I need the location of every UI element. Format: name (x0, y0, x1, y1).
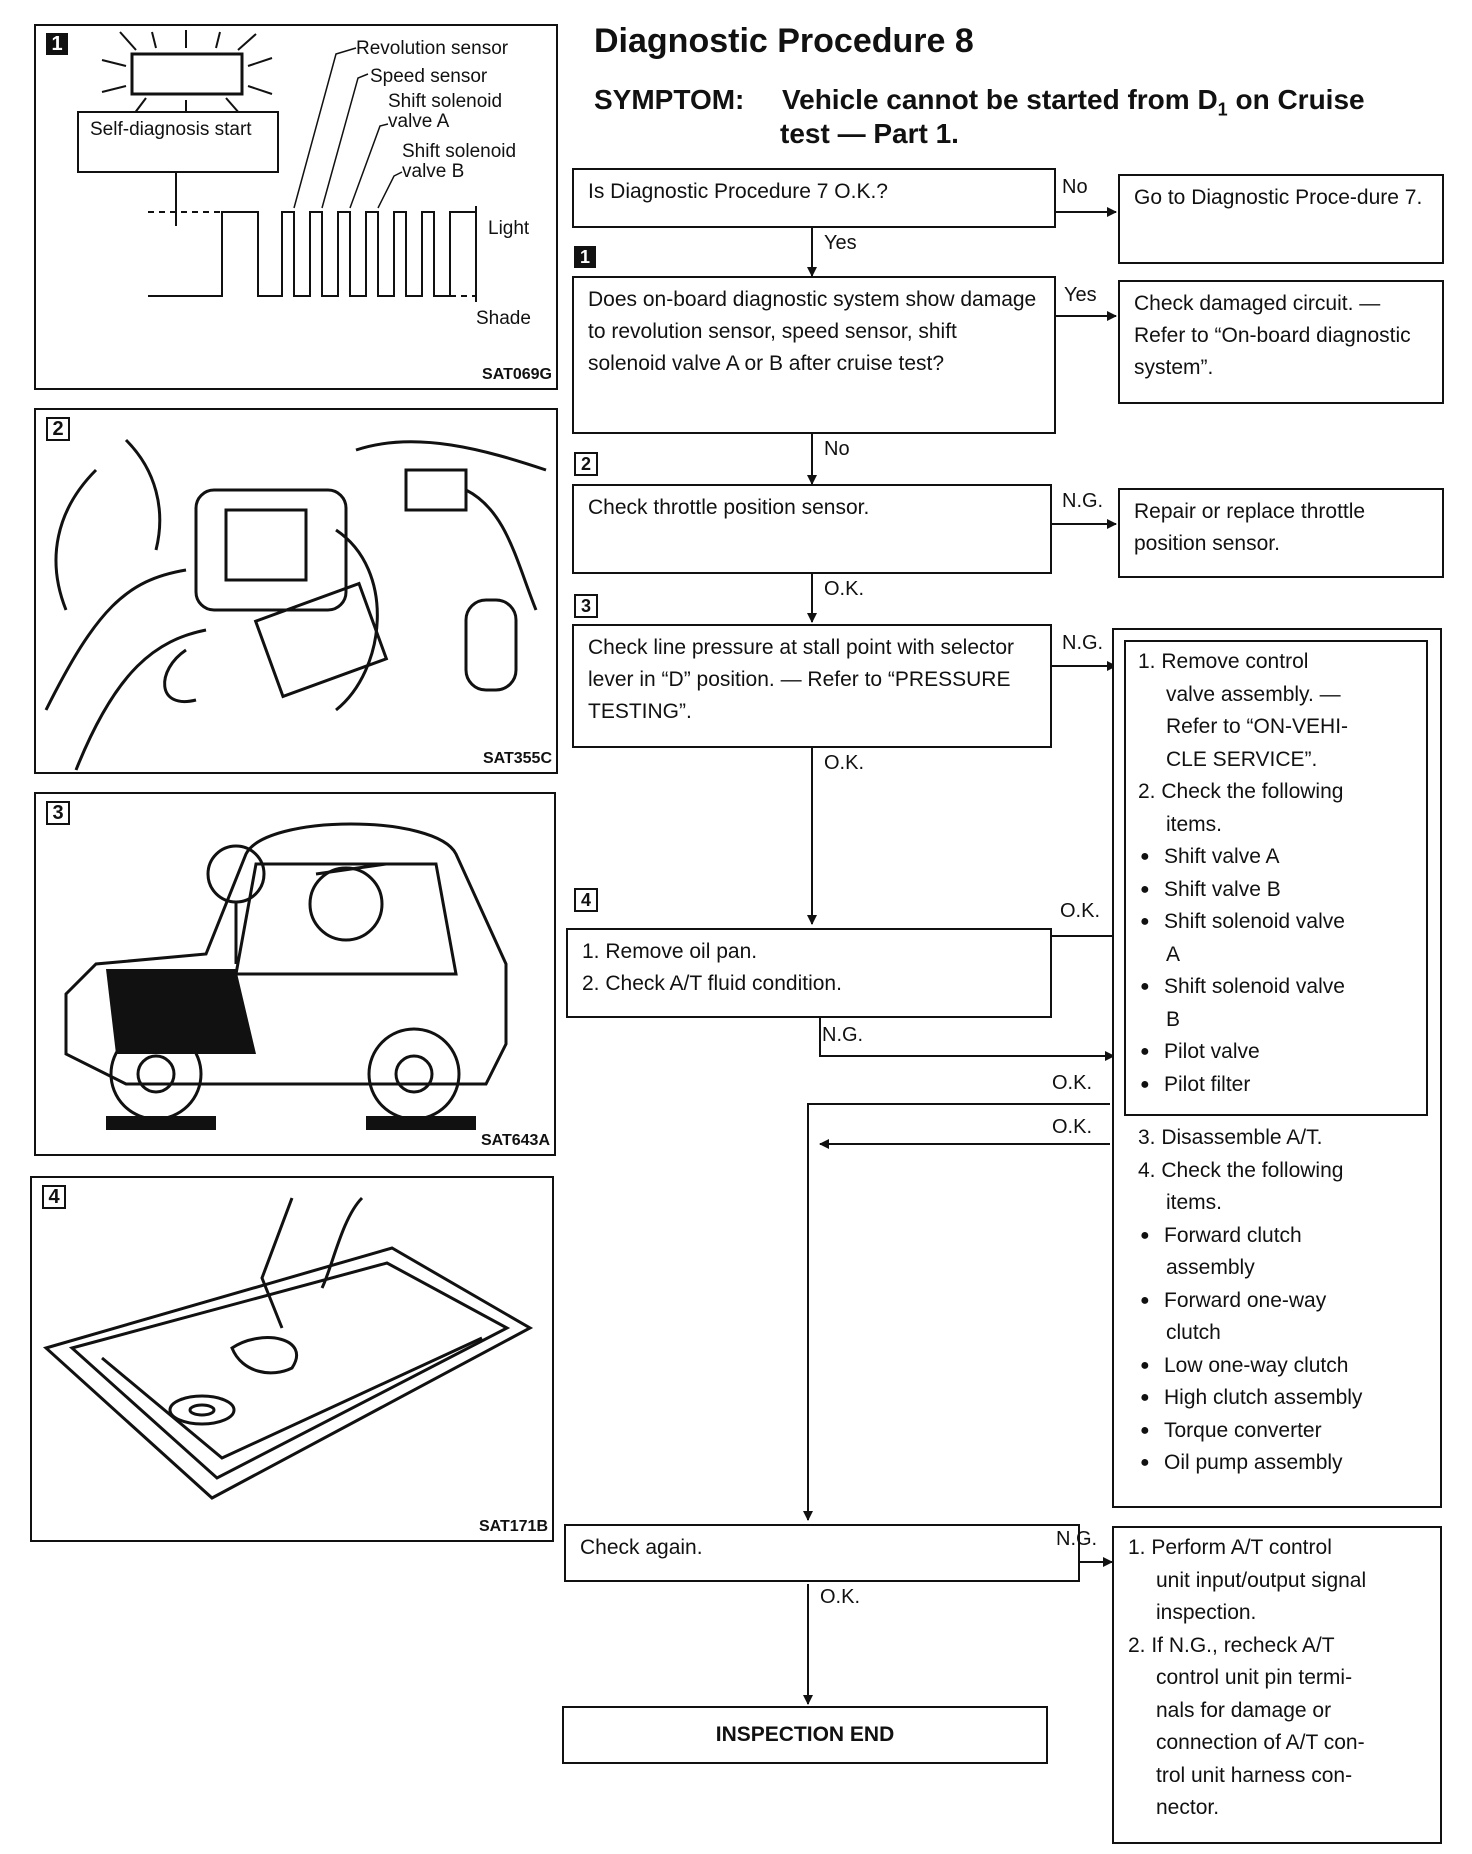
bullet-item: ● Forward one-way (1138, 1285, 1428, 1318)
step-4-line-2: 2. Check A/T fluid condition. (582, 972, 842, 995)
ng-label: N.G. (822, 1024, 864, 1046)
ok-label: O.K. (824, 752, 865, 774)
list-item: 3. Disassemble A/T. (1138, 1126, 1323, 1149)
bullet-item: ● Pilot valve (1138, 1036, 1414, 1069)
check-throttle-sensor: Check throttle position sensor. (572, 484, 1052, 574)
bullet-item: ● High clutch assembly (1138, 1382, 1428, 1415)
figure-number: 1 (46, 33, 68, 55)
self-diagnosis-start-label: Self-diagnosis start (90, 119, 252, 140)
yes-label: Yes (824, 232, 857, 254)
figure-number: 4 (42, 1185, 66, 1209)
bullet-item: ● Forward clutch (1138, 1220, 1428, 1253)
no-label: No (824, 438, 850, 460)
ng-label: N.G. (1056, 1528, 1098, 1550)
figure-code: SAT643A (480, 1132, 550, 1149)
list-item: 2. If N.G., recheck A/T (1128, 1633, 1335, 1657)
light-label: Light (488, 218, 530, 239)
speed-sensor-label: Speed sensor (370, 66, 488, 87)
symptom-label: SYMPTOM: (594, 84, 745, 115)
ok-label: O.K. (1052, 1072, 1093, 1094)
signal-inspection-list (1128, 1532, 1426, 1825)
question-procedure-7: Is Diagnostic Procedure 7 O.K.? (572, 168, 1056, 228)
symptom-text-tail: on Cruise (1227, 84, 1365, 115)
shift-solenoid-a-label: Shift solenoid valve A (388, 91, 503, 132)
list-item: nals for damage or (1156, 1698, 1332, 1722)
bullet-item: ● Shift valve A (1138, 841, 1414, 874)
remove-oil-pan-box (566, 928, 1052, 1018)
list-item: B (1166, 1007, 1181, 1031)
list-item: connection of A/T con- (1156, 1731, 1365, 1754)
list-item: CLE SERVICE”. (1166, 747, 1318, 771)
list-item: 1. Remove control (1138, 650, 1309, 673)
shade-label: Shade (476, 308, 531, 329)
figure-number: 2 (46, 417, 70, 441)
list-item: 2. Check the following (1138, 780, 1344, 803)
ok-label: O.K. (1052, 1116, 1093, 1138)
perform-signal-inspection (1112, 1526, 1442, 1844)
list-item: items. (1166, 812, 1223, 836)
figure-number: 3 (46, 801, 70, 825)
bullet-item: ● Oil pump assembly (1138, 1447, 1428, 1480)
repair-inner-list (1138, 646, 1414, 1101)
bullet-item: ● Shift solenoid valve (1138, 971, 1414, 1004)
figure-code: SAT171B (478, 1518, 548, 1535)
step-4-line-1: 1. Remove oil pan. (582, 940, 758, 963)
step-2-marker: 2 (574, 452, 598, 476)
list-item: unit input/output signal (1156, 1568, 1367, 1592)
repair-throttle-sensor: Repair or replace throttle position sensor. (1118, 488, 1444, 578)
bullet-item: ● Shift valve B (1138, 874, 1414, 907)
check-damaged-circuit: Check damaged circuit. — Refer to “On-board diagnostic system”. (1118, 280, 1444, 404)
step-3-marker: 3 (574, 594, 598, 618)
symptom-text-line2: test — Part 1. (780, 118, 959, 149)
figure-code: SAT069G (482, 366, 552, 383)
repair-outer-list (1138, 1122, 1428, 1480)
bullet-item: ● Pilot filter (1138, 1069, 1414, 1102)
ok-label: O.K. (1060, 900, 1101, 922)
revolution-sensor-label: Revolution sensor (356, 38, 509, 59)
list-item: items. (1166, 1191, 1223, 1214)
yes-label: Yes (1064, 284, 1097, 306)
question-onboard-diagnostic: Does on-board diagnostic system show damage to revolution sensor, speed sensor, shift solenoid valve A or B after cruise test? (572, 276, 1056, 434)
step-1-marker: 1 (574, 246, 596, 268)
list-item: inspection. (1156, 1601, 1257, 1624)
list-item: trol unit harness con- (1156, 1763, 1353, 1787)
figure-code: SAT355C (482, 750, 552, 767)
check-line-pressure: Check line pressure at stall point with selector lever in “D” position. — Refer to “PRESSURE TESTING”. (572, 624, 1052, 748)
list-item: nector. (1156, 1796, 1220, 1819)
no-label: No (1062, 176, 1088, 198)
bullet-item: ● Torque converter (1138, 1415, 1428, 1448)
list-item: 1. Perform A/T control (1128, 1536, 1332, 1559)
go-to-procedure-7: Go to Diagnostic Proce-dure 7. (1118, 174, 1444, 264)
list-item: control unit pin termi- (1156, 1666, 1353, 1689)
list-item: Refer to “ON-VEHI- (1166, 715, 1349, 738)
shift-solenoid-b-label: Shift solenoid valve B (402, 141, 517, 182)
ng-label: N.G. (1062, 490, 1104, 512)
list-item: 4. Check the following (1138, 1158, 1344, 1182)
bullet-item: ● Shift solenoid valve (1138, 906, 1414, 939)
check-again: Check again. (564, 1524, 1080, 1582)
list-item: A (1166, 942, 1181, 966)
symptom-subscript: 1 (1217, 99, 1228, 120)
inspection-end: INSPECTION END (562, 1706, 1048, 1764)
page-title: Diagnostic Procedure 8 (594, 22, 974, 60)
symptom-text-main: Vehicle cannot be started from D (782, 84, 1218, 115)
ok-label: O.K. (820, 1586, 861, 1608)
list-item: valve assembly. — (1166, 682, 1341, 706)
repair-procedure-inner (1124, 640, 1428, 1116)
bullet-item: ● Low one-way clutch (1138, 1350, 1428, 1383)
ng-label: N.G. (1062, 632, 1104, 654)
repair-procedure-outer-list (1138, 1122, 1428, 1480)
step-4-marker: 4 (574, 888, 598, 912)
list-item: clutch (1166, 1321, 1221, 1344)
ok-label: O.K. (824, 578, 865, 600)
list-item: assembly (1166, 1256, 1255, 1279)
